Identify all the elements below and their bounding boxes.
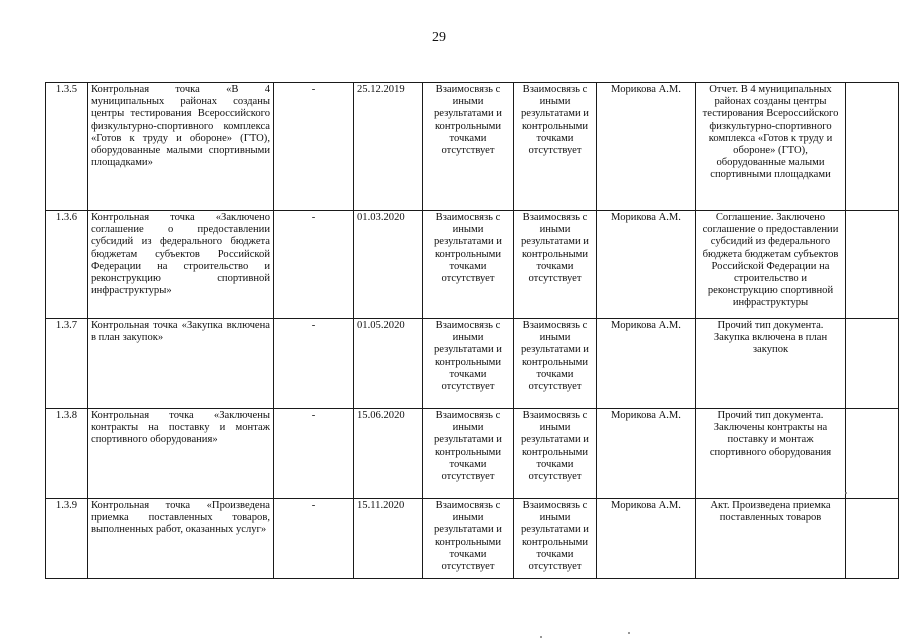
empty-cell bbox=[846, 409, 899, 499]
document-description: Отчет. В 4 муниципальных районах созданы центры тестирования Всероссийского физкультурно-спортивного комплекса «Готов к труду и обороне» (ГТО), оборудованные малыми спортивными площадками bbox=[696, 83, 846, 211]
document-description: Прочий тип документа. Заключены контракты на поставку и монтаж спортивного оборудования bbox=[696, 409, 846, 499]
control-point-description: Контрольная точка «Произведена приемка поставленных товаров, выполненных работ, оказанных услуг» bbox=[88, 499, 274, 579]
row-number: 1.3.7 bbox=[46, 319, 88, 409]
dash-cell: - bbox=[274, 211, 354, 319]
deadline-date: 15.06.2020 bbox=[354, 409, 423, 499]
empty-cell bbox=[846, 319, 899, 409]
relation-results: Взаимосвязь с иными результатами и контрольными точками отсутствует bbox=[423, 83, 514, 211]
responsible-person: Морикова А.М. bbox=[597, 319, 696, 409]
deadline-date: 01.05.2020 bbox=[354, 319, 423, 409]
scan-speck bbox=[540, 636, 542, 638]
relation-results: Взаимосвязь с иными результатами и контрольными точками отсутствует bbox=[423, 499, 514, 579]
deadline-date: 01.03.2020 bbox=[354, 211, 423, 319]
table-row bbox=[46, 319, 899, 409]
deadline-date: 25.12.2019 bbox=[354, 83, 423, 211]
empty-cell bbox=[846, 211, 899, 319]
table-row bbox=[46, 211, 899, 319]
dash-cell: - bbox=[274, 83, 354, 211]
scan-speck bbox=[628, 632, 630, 634]
relation-control-points: Взаимосвязь с иными результатами и контрольными точками отсутствует bbox=[514, 211, 597, 319]
relation-results: Взаимосвязь с иными результатами и контрольными точками отсутствует bbox=[423, 319, 514, 409]
empty-cell bbox=[846, 83, 899, 211]
document-description: Акт. Произведена приемка поставленных товаров bbox=[696, 499, 846, 579]
row-number: 1.3.9 bbox=[46, 499, 88, 579]
control-point-description: Контрольная точка «Заключено соглашение о предоставлении субсидий из федерального бюджета бюджетам субъектов Российской Федерации на строительство и реконструкцию спортивной инфраструктуры» bbox=[88, 211, 274, 319]
dash-cell: - bbox=[274, 409, 354, 499]
relation-results: Взаимосвязь с иными результатами и контрольными точками отсутствует bbox=[423, 211, 514, 319]
relation-control-points: Взаимосвязь с иными результатами и контрольными точками отсутствует bbox=[514, 319, 597, 409]
relation-results: Взаимосвязь с иными результатами и контрольными точками отсутствует bbox=[423, 409, 514, 499]
row-number: 1.3.6 bbox=[46, 211, 88, 319]
table-row bbox=[46, 409, 899, 499]
document-description: Прочий тип документа. Закупка включена в план закупок bbox=[696, 319, 846, 409]
deadline-date: 15.11.2020 bbox=[354, 499, 423, 579]
dash-cell: - bbox=[274, 319, 354, 409]
responsible-person: Морикова А.М. bbox=[597, 83, 696, 211]
scan-speck bbox=[845, 492, 847, 494]
control-points-table bbox=[45, 82, 899, 579]
document-description: Соглашение. Заключено соглашение о предоставлении субсидий из федерального бюджета бюджетам субъектов Российской Федерации на строительство и реконструкцию спортивной инфраструктуры bbox=[696, 211, 846, 319]
control-point-description: Контрольная точка «В 4 муниципальных районах созданы центры тестирования Всероссийского физкультурно-спортивного комплекса «Готов к труду и обороне» (ГТО), оборудованные малыми спортивными площадками» bbox=[88, 83, 274, 211]
responsible-person: Морикова А.М. bbox=[597, 211, 696, 319]
control-point-description: Контрольная точка «Закупка включена в план закупок» bbox=[88, 319, 274, 409]
table-row bbox=[46, 499, 899, 579]
relation-control-points: Взаимосвязь с иными результатами и контрольными точками отсутствует bbox=[514, 83, 597, 211]
row-number: 1.3.8 bbox=[46, 409, 88, 499]
table-row bbox=[46, 83, 899, 211]
responsible-person: Морикова А.М. bbox=[597, 409, 696, 499]
row-number: 1.3.5 bbox=[46, 83, 88, 211]
relation-control-points: Взаимосвязь с иными результатами и контрольными точками отсутствует bbox=[514, 499, 597, 579]
relation-control-points: Взаимосвязь с иными результатами и контрольными точками отсутствует bbox=[514, 409, 597, 499]
responsible-person: Морикова А.М. bbox=[597, 499, 696, 579]
empty-cell bbox=[846, 499, 899, 579]
dash-cell: - bbox=[274, 499, 354, 579]
control-point-description: Контрольная точка «Заключены контракты на поставку и монтаж спортивного оборудования» bbox=[88, 409, 274, 499]
page-number: 29 bbox=[432, 30, 446, 45]
